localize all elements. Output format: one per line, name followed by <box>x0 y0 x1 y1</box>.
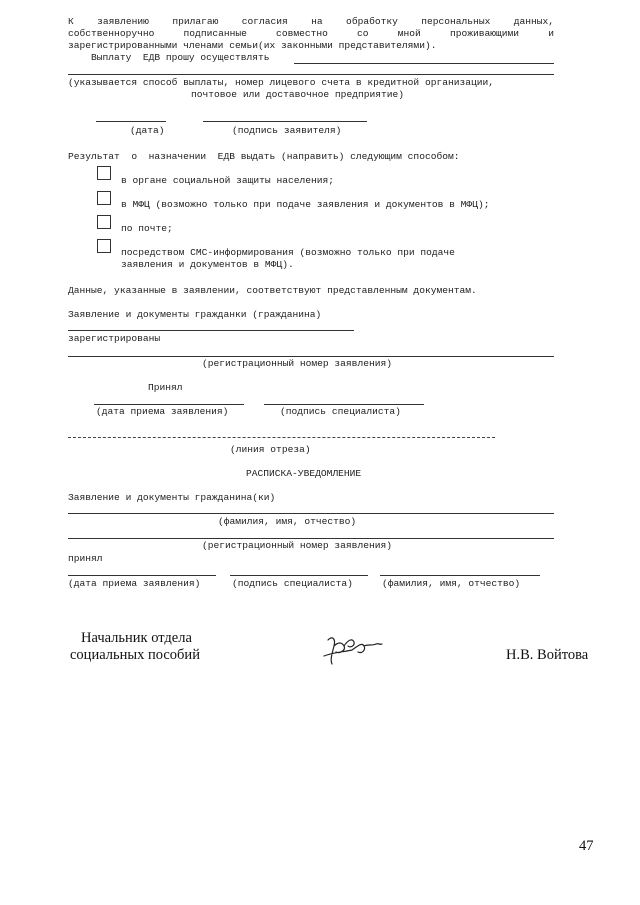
receipt-specialist-line <box>230 575 368 576</box>
payment-method-line-2 <box>68 74 554 75</box>
checkbox-social-protection[interactable] <box>97 166 111 180</box>
receipt-specialist-fio-label: (фамилия, имя, отчество) <box>382 578 521 589</box>
specialist-signature-line <box>264 404 424 405</box>
accepted-label: Принял <box>148 382 183 393</box>
consent-line-1: К заявлению прилагаю согласия на обработку персональных данных, <box>68 16 554 27</box>
receipt-registration-line <box>68 538 554 539</box>
consent-line-2: собственноручно подписанные совместно со мной проживающими и <box>68 28 554 39</box>
receipt-intro: Заявление и документы гражданина(ки) <box>68 492 276 503</box>
receipt-specialist-name-line <box>380 575 540 576</box>
receipt-accepted-label: принял <box>68 553 103 564</box>
applicant-signature-label: (подпись заявителя) <box>232 125 342 136</box>
registration-number-label: (регистрационный номер заявления) <box>202 358 392 369</box>
registration-intro: Заявление и документы гражданки (гражданина) <box>68 309 322 320</box>
option-sms-line-2: заявления и документов в МФЦ). <box>121 259 294 270</box>
option-mfc: в МФЦ (возможно только при подаче заявления и документов в МФЦ); <box>121 199 490 210</box>
date-line <box>96 121 166 122</box>
checkbox-sms[interactable] <box>97 239 111 253</box>
cut-line-label: (линия отреза) <box>230 444 311 455</box>
payment-method-label: Выплату ЕДВ прошу осуществлять <box>68 52 270 63</box>
receipt-name-line <box>68 513 554 514</box>
receipt-specialist-label: (подпись специалиста) <box>232 578 353 589</box>
option-post: по почте; <box>121 223 173 234</box>
result-heading: Результат о назначении ЕДВ выдать (направить) следующим способом: <box>68 151 460 162</box>
verification-text: Данные, указанные в заявлении, соответствуют представленным документам. <box>68 285 477 296</box>
receipt-title: РАСПИСКА-УВЕДОМЛЕНИЕ <box>246 468 362 479</box>
position-line-1: Начальник отдела <box>81 630 192 646</box>
acceptance-date-line <box>94 404 244 405</box>
registration-number-line <box>68 356 554 357</box>
position-line-2: социальных пособий <box>70 647 200 663</box>
applicant-signature-line <box>203 121 367 122</box>
checkbox-mfc[interactable] <box>97 191 111 205</box>
applicant-name-line <box>68 330 354 331</box>
page-number: 47 <box>579 838 594 854</box>
payment-method-line <box>294 63 554 64</box>
registered-label: зарегистрированы <box>68 333 161 344</box>
receipt-fio-label: (фамилия, имя, отчество) <box>218 516 357 527</box>
cut-line <box>68 437 495 438</box>
date-label: (дата) <box>130 125 165 136</box>
option-social-protection: в органе социальной защиты населения; <box>121 175 335 186</box>
receipt-date-line <box>68 575 216 576</box>
option-sms-line-1: посредством СМС-информирования (возможно только при подаче <box>121 247 455 258</box>
payment-hint-2: почтовое или доставочное предприятие) <box>191 89 405 100</box>
acceptance-date-label: (дата приема заявления) <box>96 406 229 417</box>
specialist-signature-label: (подпись специалиста) <box>280 406 401 417</box>
receipt-date-label: (дата приема заявления) <box>68 578 201 589</box>
checkbox-post[interactable] <box>97 215 111 229</box>
receipt-registration-label: (регистрационный номер заявления) <box>202 540 392 551</box>
payment-hint-1: (указывается способ выплаты, номер лицевого счета в кредитной организации, <box>68 77 495 88</box>
signatory-name: Н.В. Войтова <box>506 647 589 663</box>
handwritten-signature <box>322 632 384 668</box>
consent-line-3: зарегистрированными членами семьи(их законными представителями). <box>68 40 437 51</box>
